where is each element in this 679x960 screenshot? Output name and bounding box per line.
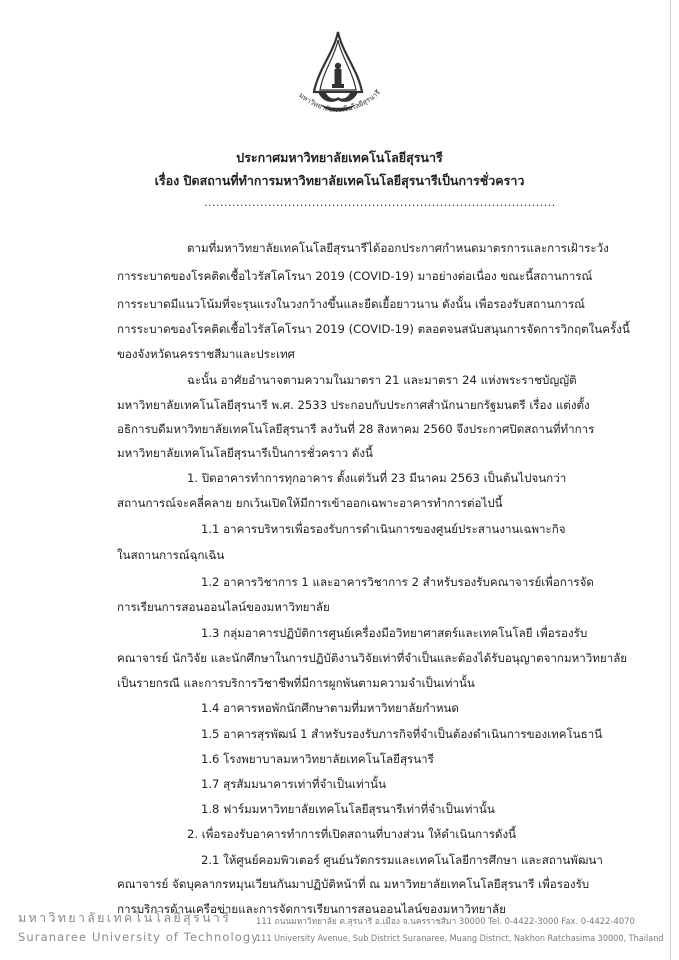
announcement-subject: เรื่อง ปิดสถานที่ทำการมหาวิทยาลัยเทคโนโลยีสุรนารีเป็นการชั่วคราว bbox=[154, 173, 525, 188]
body-line: ฉะนั้น อาศัยอำนาจตามความในมาตรา 21 และมาตรา 24 แห่งพระราชบัญญัติ bbox=[187, 373, 577, 387]
body-line: 1.4 อาคารหอพักนักศึกษาตามที่มหาวิทยาลัยกำหนด bbox=[201, 701, 459, 715]
body-line: ของจังหวัดนครราชสีมาและประเทศ bbox=[117, 347, 296, 361]
body-line: การระบาดของโรคติดเชื้อไวรัสโคโรนา 2019 (COVID-19) ตลอดจนสนับสนุนการจัดการวิกฤตในครั้งนี้ bbox=[117, 322, 630, 336]
body-line: คณาจารย์ จัดบุคลากรหมุนเวียนกันมาปฏิบัติหน้าที่ ณ มหาวิทยาลัยเทคโนโลยีสุรนารี เพื่อรองรับ bbox=[117, 877, 590, 891]
footer-address-en: 111 University Avenue, Sub District Suranaree, Muang District, Nakhon Ratchasima 30000, Thailand bbox=[256, 933, 664, 943]
body-line: 1. ปิดอาคารทำการทุกอาคาร ตั้งแต่วันที่ 23 มีนาคม 2563 เป็นต้นไปจนกว่า bbox=[187, 471, 567, 485]
body-line: 1.8 ฟาร์มมหาวิทยาลัยเทคโนโลยีสุรนารีเท่าที่จำเป็นเท่านั้น bbox=[201, 802, 495, 816]
title-divider: ........................................................................................ bbox=[204, 196, 556, 209]
body-line: อธิการบดีมหาวิทยาลัยเทคโนโลยีสุรนารี ลงวันที่ 28 สิงหาคม 2560 จึงประกาศปิดสถานที่ทำการ bbox=[117, 422, 595, 436]
body-line: 2.1 ให้ศูนย์คอมพิวเตอร์ ศูนย์นวัตกรรมและเทคโนโลยีการศึกษา และสถานพัฒนา bbox=[201, 853, 603, 867]
body-line: เป็นรายกรณี และการบริการวิชาชีพที่มีการผูกพันตามความจำเป็นเท่านั้น bbox=[117, 676, 475, 690]
announcement-title: ประกาศมหาวิทยาลัยเทคโนโลยีสุรนารี bbox=[236, 150, 443, 165]
body-line: 1.1 อาคารบริหารเพื่อรองรับการดำเนินการของศูนย์ประสานงานเฉพาะกิจ bbox=[201, 522, 566, 536]
body-line: 1.2 อาคารวิชาการ 1 และอาคารวิชาการ 2 สำหรับรองรับคณาจารย์เพื่อการจัด bbox=[201, 575, 594, 589]
body-line: การระบาดมีแนวโน้มที่จะรุนแรงในวงกว้างขึ้นและยืดเยื้อยาวนาน ดังนั้น เพื่อรองรับสถานการณ์ bbox=[117, 297, 585, 311]
body-line: การเรียนการสอนออนไลน์ของมหาวิทยาลัย bbox=[117, 600, 330, 614]
body-line: 1.3 กลุ่มอาคารปฏิบัติการศูนย์เครื่องมือวิทยาศาสตร์และเทคโนโลยี เพื่อรองรับ bbox=[201, 626, 588, 640]
body-line: 2. เพื่อรองรับอาคารทำการที่เปิดสถานที่บางส่วน ให้ดำเนินการดังนี้ bbox=[187, 827, 517, 841]
logo-caption-arc bbox=[288, 88, 388, 134]
body-line: มหาวิทยาลัยเทคโนโลยีสุรนารี พ.ศ. 2533 ประกอบกับประกาศสำนักนายกรัฐมนตรี เรื่อง แต่งตั้ง bbox=[117, 398, 590, 412]
page-edge-divider bbox=[670, 0, 671, 960]
footer-university-name-en: Suranaree University of Technology bbox=[18, 930, 260, 944]
body-line: ในสถานการณ์ฉุกเฉิน bbox=[117, 548, 225, 562]
body-line: การบริการด้านเครือข่ายและการจัดการเรียนการสอนออนไลน์ของมหาวิทยาลัย bbox=[117, 902, 506, 916]
footer-university-name-th: มหาวิทยาลัยเทคโนโลยีสุรนารี bbox=[18, 910, 232, 925]
body-line: 1.7 สุรสัมมนาคารเท่าที่จำเป็นเท่านั้น bbox=[201, 777, 386, 791]
body-line: ตามที่มหาวิทยาลัยเทคโนโลยีสุรนารีได้ออกประกาศกำหนดมาตรการและการเฝ้าระวัง bbox=[187, 241, 609, 255]
logo-caption-text: มหาวิทยาลัยเทคโนโลยีสุรนารี bbox=[297, 88, 382, 115]
body-line: สถานการณ์จะคลี่คลาย ยกเว้นเปิดให้มีการเข้าออกเฉพาะอาคารทำการต่อไปนี้ bbox=[117, 496, 503, 510]
footer-address-th: 111 ถนนมหาวิทยาลัย ต.สุรนารี อ.เมือง จ.นครราชสีมา 30000 Tel. 0-4422-3000 Fax. 0-4422-4070 bbox=[256, 916, 635, 926]
body-line: คณาจารย์ นักวิจัย และนักศึกษาในการปฏิบัติงานวิจัยเท่าที่จำเป็นและต้องได้รับอนุญาตจากมหาวิทยาลัย bbox=[117, 651, 628, 665]
body-line: 1.5 อาคารสุรพัฒน์ 1 สำหรับรองรับภารกิจที่จำเป็นต้องดำเนินการของเทคโนธานี bbox=[201, 727, 603, 741]
body-line: การระบาดของโรคติดเชื้อไวรัสโคโรนา 2019 (COVID-19) มาอย่างต่อเนื่อง ขณะนี้สถานการณ์ bbox=[117, 269, 593, 283]
body-line: 1.6 โรงพยาบาลมหาวิทยาลัยเทคโนโลยีสุรนารี bbox=[201, 752, 434, 766]
body-line: มหาวิทยาลัยเทคโนโลยีสุรนารีเป็นการชั่วคราว ดังนี้ bbox=[117, 446, 373, 460]
